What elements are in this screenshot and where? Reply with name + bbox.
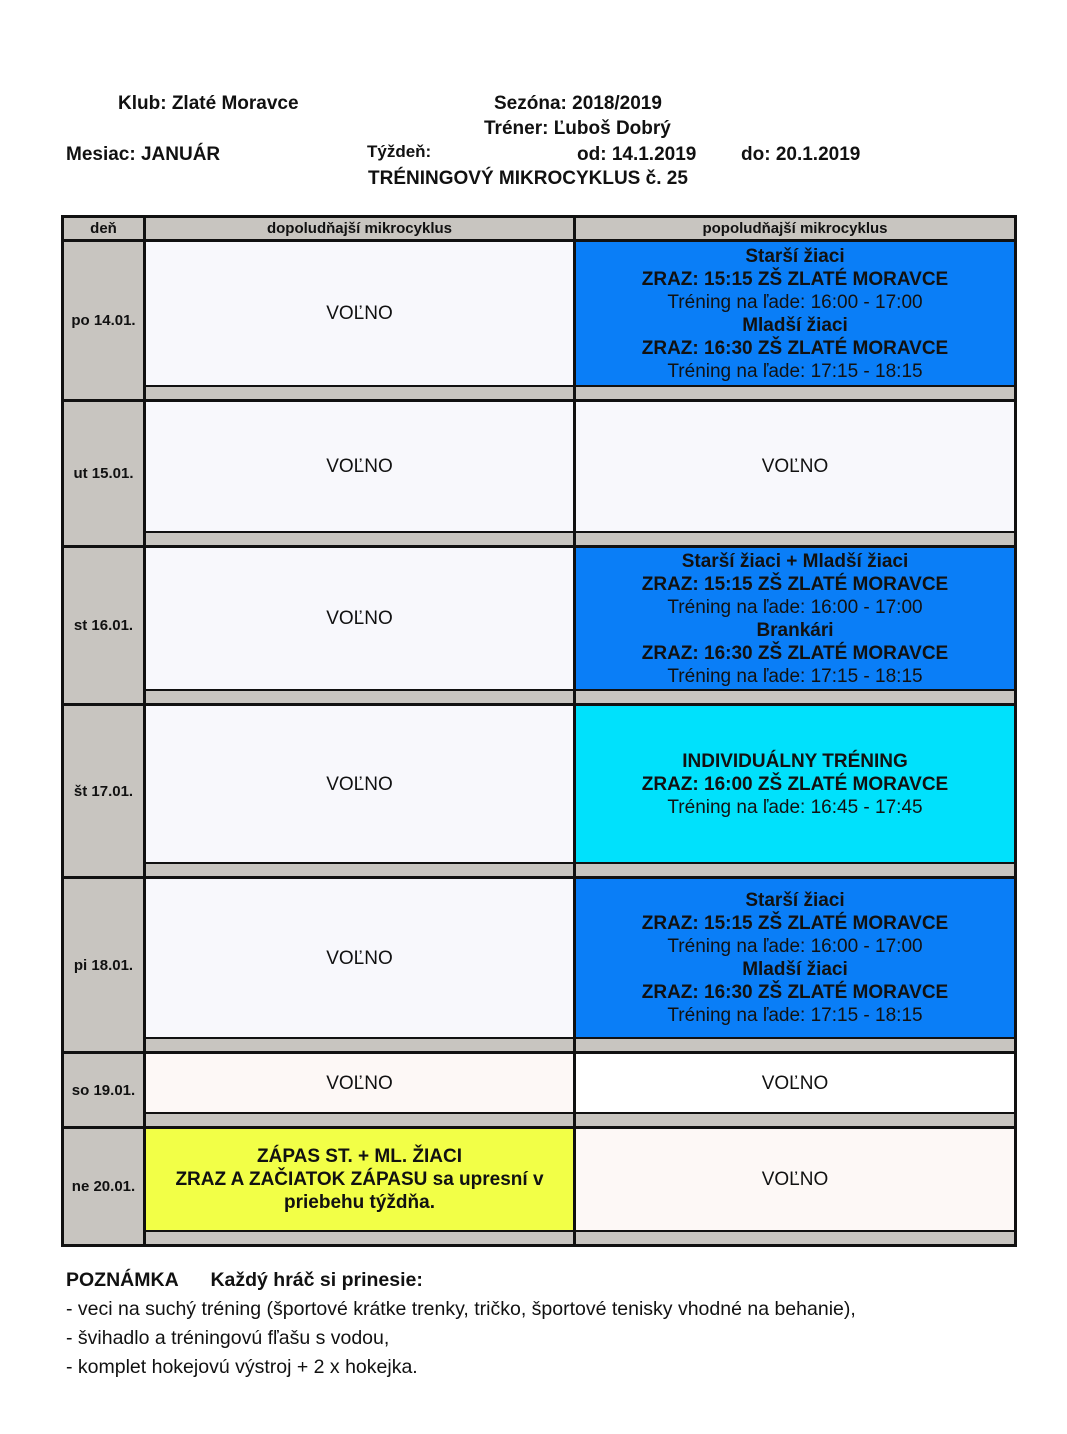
day-label: ut 15.01. xyxy=(63,401,145,547)
cell-divider xyxy=(576,862,1014,876)
schedule-line: VOĽNO xyxy=(761,1169,829,1190)
day-label: st 16.01. xyxy=(63,547,145,705)
club-label: Klub: Zlaté Moravce xyxy=(118,93,299,114)
cell-divider xyxy=(576,531,1014,545)
schedule-line: VOĽNO xyxy=(761,1072,829,1094)
afternoon-cell-content xyxy=(576,548,1014,689)
schedule-line: VOĽNO xyxy=(326,773,393,795)
schedule-line: Tréning na ľade: 16:00 - 17:00 xyxy=(667,936,923,957)
schedule-line: Starší žiaci xyxy=(745,245,845,267)
schedule-line: VOĽNO xyxy=(326,1072,393,1094)
schedule-line: ZRAZ: 16:30 ZŠ ZLATÉ MORAVCE xyxy=(641,642,949,664)
document-title: TRÉNINGOVÝ MIKROCYKLUS č. 25 xyxy=(368,168,688,189)
schedule-line: ZRAZ: 15:15 ZŠ ZLATÉ MORAVCE xyxy=(641,913,949,934)
schedule-line: ZRAZ: 15:15 ZŠ ZLATÉ MORAVCE xyxy=(641,268,949,290)
morning-cell-content xyxy=(146,1129,573,1230)
cell-divider xyxy=(576,689,1014,703)
notes-item: - švihadlo a tréningovú fľašu s vodou, xyxy=(66,1327,390,1349)
week-label: Týždeň: xyxy=(367,142,432,161)
schedule-line: Mladší žiaci xyxy=(742,959,848,980)
cell-divider xyxy=(576,1112,1014,1126)
morning-cell-content xyxy=(146,1054,573,1112)
schedule-line: VOĽNO xyxy=(326,947,393,969)
schedule-line: Tréning na ľade: 17:15 - 18:15 xyxy=(667,360,923,382)
schedule-line: VOĽNO xyxy=(326,608,393,629)
afternoon-cell xyxy=(575,547,1016,705)
afternoon-cell xyxy=(575,878,1016,1053)
schedule-line: Tréning na ľade: 16:45 - 17:45 xyxy=(667,796,923,818)
morning-cell-content xyxy=(146,879,573,1037)
schedule-line: VOĽNO xyxy=(761,456,829,477)
schedule-line: INDIVIDUÁLNY TRÉNING xyxy=(682,750,908,772)
notes-item: - veci na suchý tréning (športové krátke trenky, tričko, športové tenisky vhodné na behanie), xyxy=(66,1298,856,1320)
morning-cell xyxy=(145,705,575,878)
schedule-line: ZRAZ: 16:00 ZŠ ZLATÉ MORAVCE xyxy=(641,773,949,795)
schedule-line: ZÁPAS ST. + ML. ŽIACI xyxy=(257,1146,462,1167)
month-label: Mesiac: JANUÁR xyxy=(66,144,221,165)
column-header-morning: dopoludňajší mikrocyklus xyxy=(145,217,575,241)
schedule-line: Starší žiaci + Mladší žiaci xyxy=(681,550,909,572)
schedule-row xyxy=(63,1053,1016,1128)
schedule-row xyxy=(63,401,1016,547)
morning-cell-content xyxy=(146,242,573,385)
schedule-row xyxy=(63,241,1016,401)
afternoon-cell-content xyxy=(576,1129,1014,1230)
morning-cell xyxy=(145,878,575,1053)
season-label: Sezóna: 2018/2019 xyxy=(494,93,662,114)
schedule-line: priebehu týždňa. xyxy=(284,1192,435,1213)
afternoon-cell xyxy=(575,1128,1016,1246)
day-label: po 14.01. xyxy=(63,241,145,401)
afternoon-cell xyxy=(575,705,1016,878)
day-label: so 19.01. xyxy=(63,1053,145,1128)
cell-divider xyxy=(146,1230,573,1244)
schedule-line: VOĽNO xyxy=(326,303,393,324)
schedule-line: Tréning na ľade: 16:00 - 17:00 xyxy=(667,291,923,313)
morning-cell-content xyxy=(146,402,573,531)
cell-divider xyxy=(576,1230,1014,1244)
schedule-row xyxy=(63,878,1016,1053)
cell-divider xyxy=(146,1037,573,1051)
morning-cell-content xyxy=(146,706,573,862)
schedule-line: Mladší žiaci xyxy=(742,314,848,336)
notes-item: - komplet hokejovú výstroj + 2 x hokejka. xyxy=(66,1356,418,1378)
week-from: od: 14.1.2019 xyxy=(577,144,697,165)
morning-cell xyxy=(145,401,575,547)
schedule-line: Tréning na ľade: 16:00 - 17:00 xyxy=(667,596,923,618)
morning-cell xyxy=(145,547,575,705)
column-header-afternoon: popoludňajší mikrocyklus xyxy=(575,217,1016,241)
column-header-row xyxy=(63,217,1016,241)
notes-title: POZNÁMKA Každý hráč si prinesie: xyxy=(66,1269,423,1291)
coach-label: Tréner: Ľuboš Dobrý xyxy=(484,118,671,139)
schedule-line: Starší žiaci xyxy=(745,890,845,911)
morning-cell xyxy=(145,1053,575,1128)
cell-divider xyxy=(576,385,1014,399)
morning-cell-content xyxy=(146,548,573,689)
morning-cell xyxy=(145,241,575,401)
column-header-day: deň xyxy=(63,217,145,241)
afternoon-cell xyxy=(575,241,1016,401)
afternoon-cell xyxy=(575,401,1016,547)
schedule-line: Tréning na ľade: 17:15 - 18:15 xyxy=(667,665,923,687)
cell-divider xyxy=(146,531,573,545)
notes-section xyxy=(66,1266,856,1382)
schedule-line: Tréning na ľade: 17:15 - 18:15 xyxy=(667,1005,923,1026)
afternoon-cell-content xyxy=(576,706,1014,862)
schedule-line: ZRAZ: 15:15 ZŠ ZLATÉ MORAVCE xyxy=(641,573,949,595)
afternoon-cell-content xyxy=(576,402,1014,531)
cell-divider xyxy=(146,385,573,399)
afternoon-cell-content xyxy=(576,242,1014,385)
schedule-row xyxy=(63,705,1016,878)
schedule-line: ZRAZ A ZAČIATOK ZÁPASU sa upresní v xyxy=(175,1169,544,1190)
cell-divider xyxy=(576,1037,1014,1051)
afternoon-cell-content xyxy=(576,879,1014,1037)
day-label: ne 20.01. xyxy=(63,1128,145,1246)
week-to: do: 20.1.2019 xyxy=(741,144,861,165)
schedule-row xyxy=(63,547,1016,705)
cell-divider xyxy=(146,689,573,703)
schedule-table xyxy=(61,215,1017,1247)
day-label: št 17.01. xyxy=(63,705,145,878)
afternoon-cell-content xyxy=(576,1054,1014,1112)
cell-divider xyxy=(146,862,573,876)
cell-divider xyxy=(146,1112,573,1126)
schedule-line: Brankári xyxy=(756,619,834,641)
schedule-row xyxy=(63,1128,1016,1246)
schedule-line: VOĽNO xyxy=(326,456,393,477)
day-label: pi 18.01. xyxy=(63,878,145,1053)
afternoon-cell xyxy=(575,1053,1016,1128)
schedule-line: ZRAZ: 16:30 ZŠ ZLATÉ MORAVCE xyxy=(641,982,949,1003)
morning-cell xyxy=(145,1128,575,1246)
schedule-line: ZRAZ: 16:30 ZŠ ZLATÉ MORAVCE xyxy=(641,337,949,359)
